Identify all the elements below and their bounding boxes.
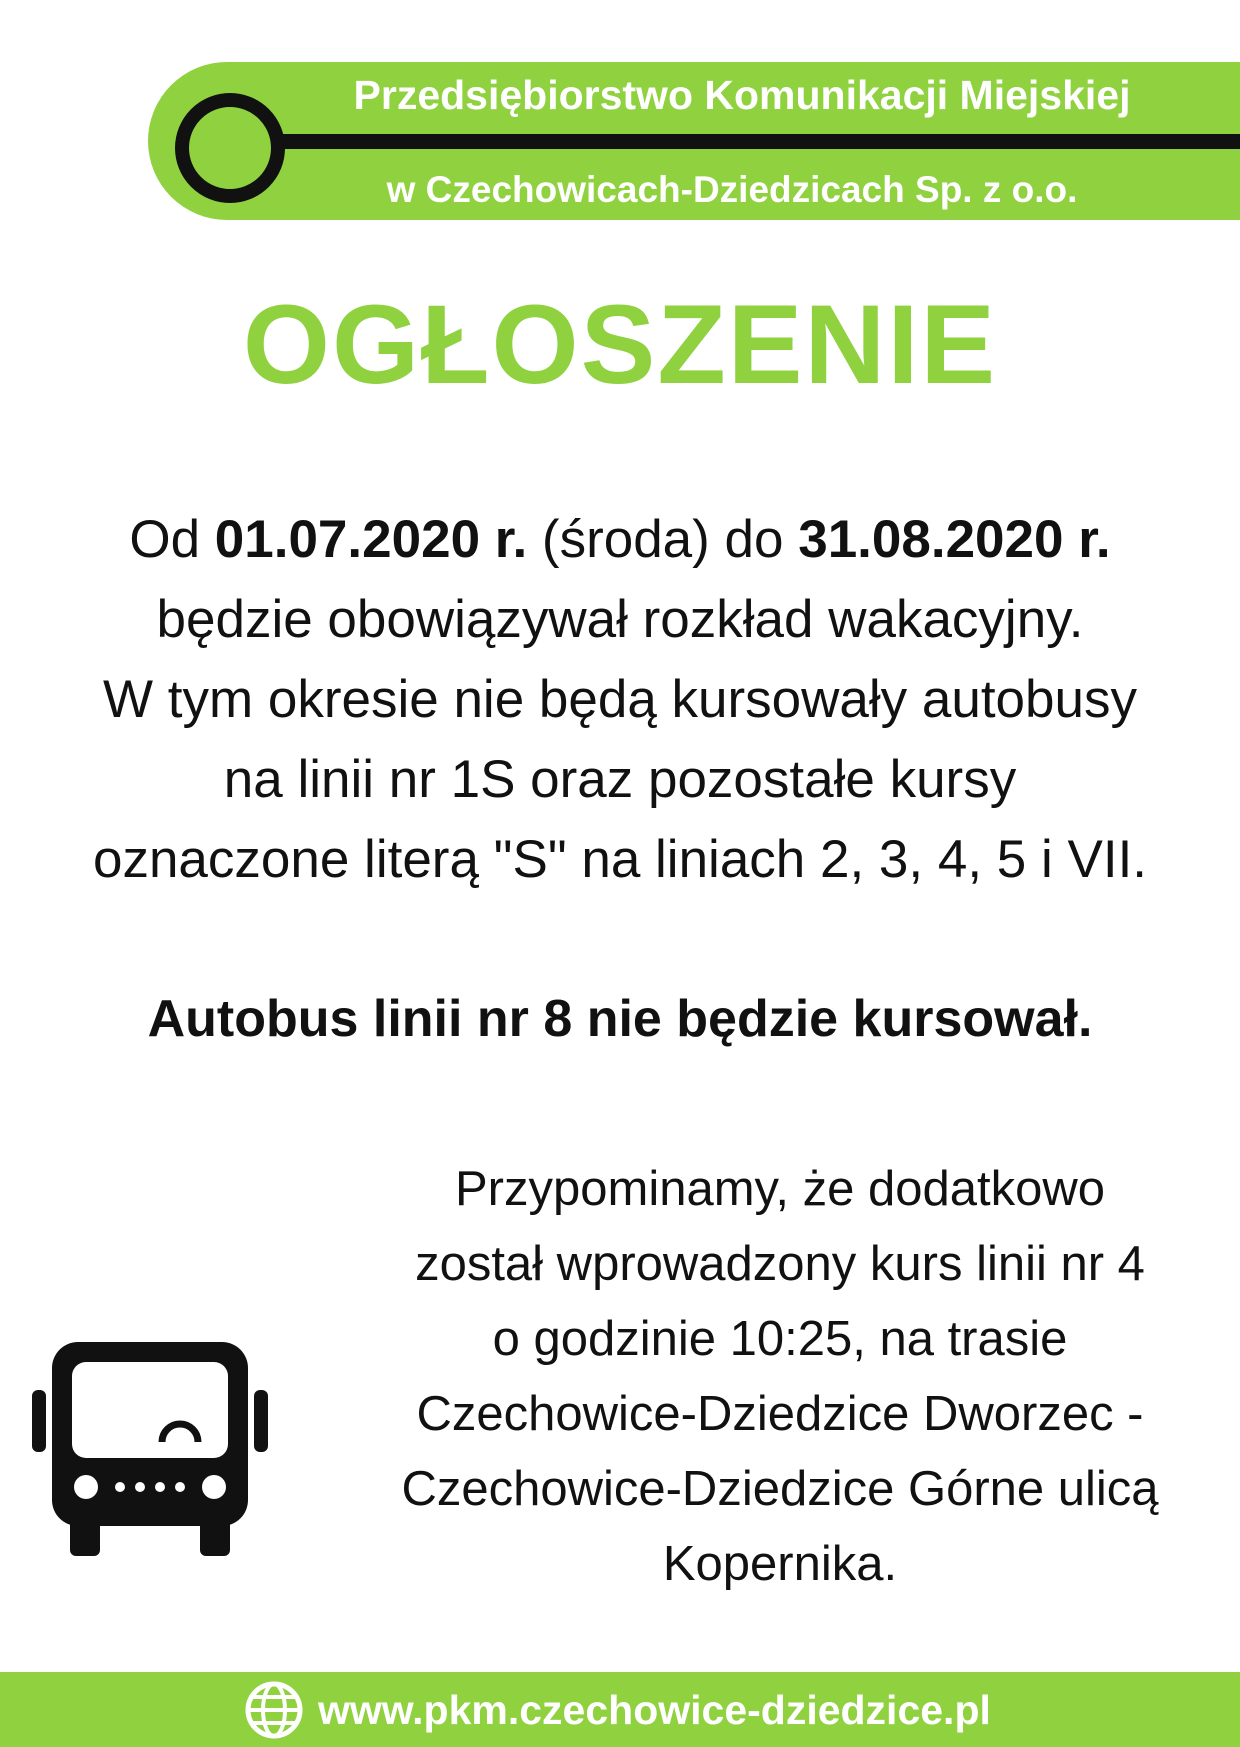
reminder-line: Czechowice-Dziedzice Dworzec - xyxy=(416,1387,1144,1441)
reminder-line: Kopernika. xyxy=(662,1537,898,1591)
announcement-body xyxy=(0,500,1240,900)
website-link[interactable]: www.pkm.czechowice-dziedzice.pl xyxy=(318,1687,991,1733)
reminder-line: został wprowadzony kurs linii nr 4 xyxy=(415,1237,1145,1291)
start-date: 01.07.2020 r. xyxy=(214,510,528,569)
reminder-line: o godzinie 10:25, na trasie xyxy=(492,1312,1068,1366)
announcement-line-3: W tym okresie nie będą kursowały autobusy xyxy=(103,670,1137,729)
reminder-line: Czechowice-Dziedzice Górne ulicą xyxy=(401,1462,1159,1516)
date-middle: (środa) do xyxy=(527,510,799,569)
company-name: Przedsiębiorstwo Komunikacji Miejskiej xyxy=(353,72,1131,118)
line-8-notice: Autobus linii nr 8 nie będzie kursował. xyxy=(147,990,1093,1048)
reminder-line: Przypominamy, że dodatkowo xyxy=(455,1162,1105,1216)
company-location: w Czechowicach-Dziedzicach Sp. z o.o. xyxy=(386,169,1078,210)
end-date: 31.08.2020 r. xyxy=(798,510,1111,569)
announcement-date-line xyxy=(0,500,1240,580)
page-title: OGŁOSZENIE xyxy=(242,282,998,407)
announcement-line-4: na linii nr 1S oraz pozostałe kursy xyxy=(223,750,1017,809)
announcement-line-5: oznaczone literą "S" na liniach 2, 3, 4, 5 i VII. xyxy=(92,830,1148,889)
bus-icon xyxy=(30,1340,270,1558)
reminder-text xyxy=(360,1152,1200,1602)
date-prefix: Od xyxy=(129,510,215,569)
globe-icon xyxy=(244,1680,304,1740)
announcement-line-2: będzie obowiązywał rozkład wakacyjny. xyxy=(156,590,1084,649)
header-route-line xyxy=(250,134,1240,149)
